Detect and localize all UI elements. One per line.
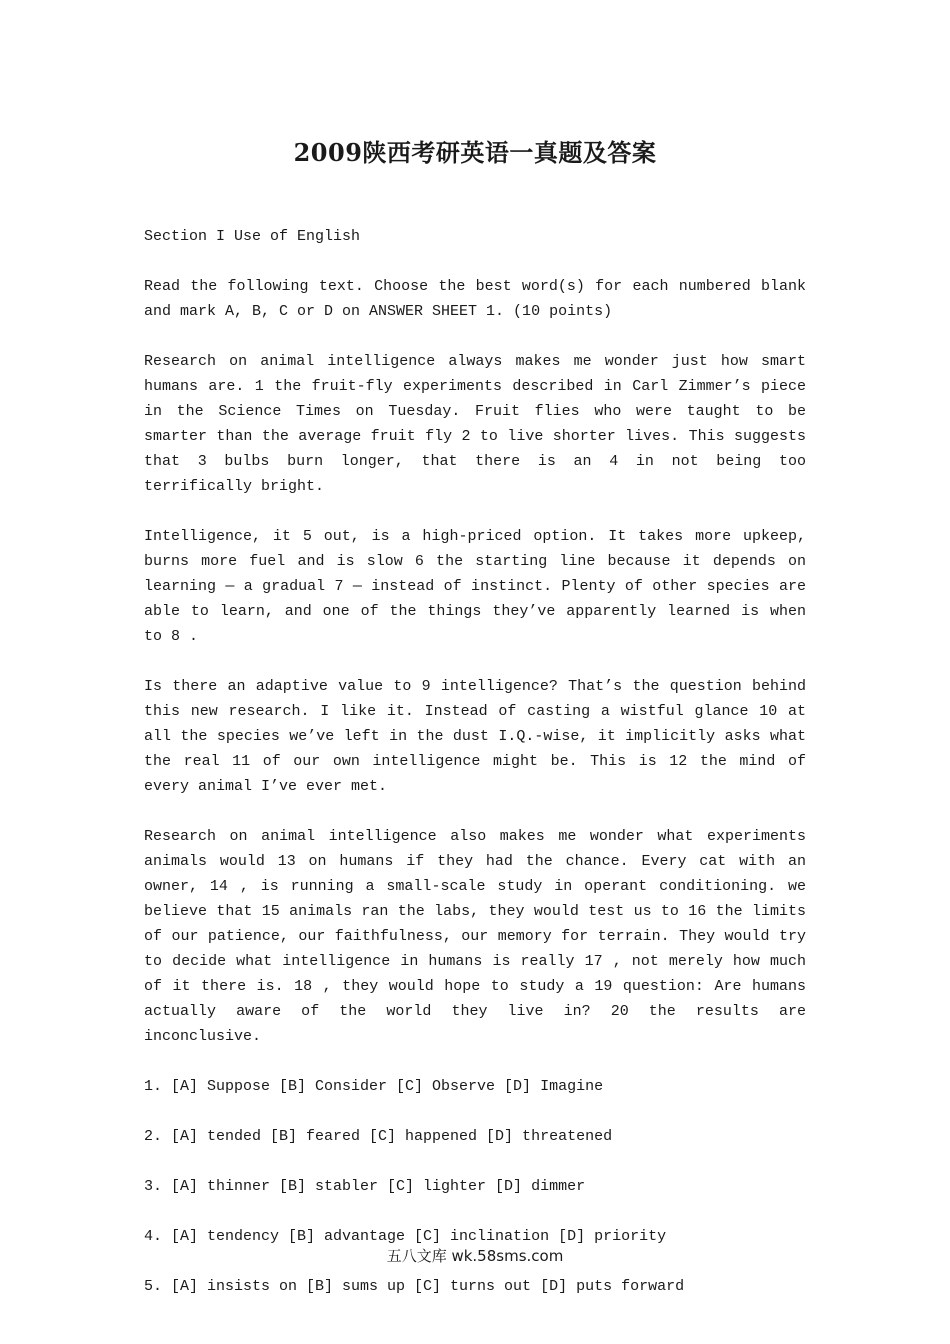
footer-watermark: 五八文库 wk.58sms.com	[386, 1247, 564, 1265]
question-option-5: 5. [A] insists on [B] sums up [C] turns out [D] puts forward	[144, 1278, 685, 1295]
question-option-1: 1. [A] Suppose [B] Consider [C] Observe [D] Imagine	[144, 1078, 604, 1095]
question-option-4: 4. [A] tendency [B] advantage [C] inclination [D] priority	[144, 1228, 667, 1245]
passage-paragraph-4: Research on animal intelligence also makes me wonder what experiments animals would 13 on humans if they had the chance. Every cat with an owner, 14 , is running a small-scale study in operant conditioning. we believe that 15 animals ran the labs, they would test us to 16 the limits of our patience, our faithfulness, our memory for terrain. They would try to decide what intelligence in humans is really 17 , not merely how much of it there is. 18 , they would hope to study a 19 question: Are humans actually aware of the world they live in? 20 the results are inconclusive.	[144, 828, 806, 1045]
section-heading: Section I Use of English	[144, 228, 361, 245]
passage-paragraph-3: Is there an adaptive value to 9 intelligence? That’s the question behind this new research. I like it. Instead of casting a wistful glance 10 at all the species we’ve left in the dust I.Q.-wise, it implicitly asks what the real 11 of our own intelligence might be. This is 12 the mind of every animal I’ve ever met.	[144, 678, 806, 795]
document-title: 2009陕西考研英语一真题及答案	[293, 138, 657, 167]
instructions: Read the following text. Choose the best word(s) for each numbered blank and mark A, B, C or D on ANSWER SHEET 1. (10 points)	[144, 278, 806, 320]
passage-paragraph-2: Intelligence, it 5 out, is a high-priced option. It takes more upkeep, burns more fuel and is slow 6 the starting line because it depends on learning — a gradual 7 — instead of instinct. Plenty of other species are able to learn, and one of the things they’ve apparently learned is when to 8 .	[144, 528, 806, 645]
passage-paragraph-1: Research on animal intelligence always makes me wonder just how smart humans are. 1 the fruit-fly experiments described in Carl Zimmer’s piece in the Science Times on Tuesday. Fruit flies who were taught to be smarter than the average fruit fly 2 to live shorter lives. This suggests that 3 bulbs burn longer, that there is an 4 in not being too terrifically bright.	[144, 353, 806, 495]
document-body	[144, 224, 806, 1324]
question-option-3: 3. [A] thinner [B] stabler [C] lighter [D] dimmer	[144, 1178, 586, 1195]
question-option-2: 2. [A] tended [B] feared [C] happened [D] threatened	[144, 1128, 613, 1145]
